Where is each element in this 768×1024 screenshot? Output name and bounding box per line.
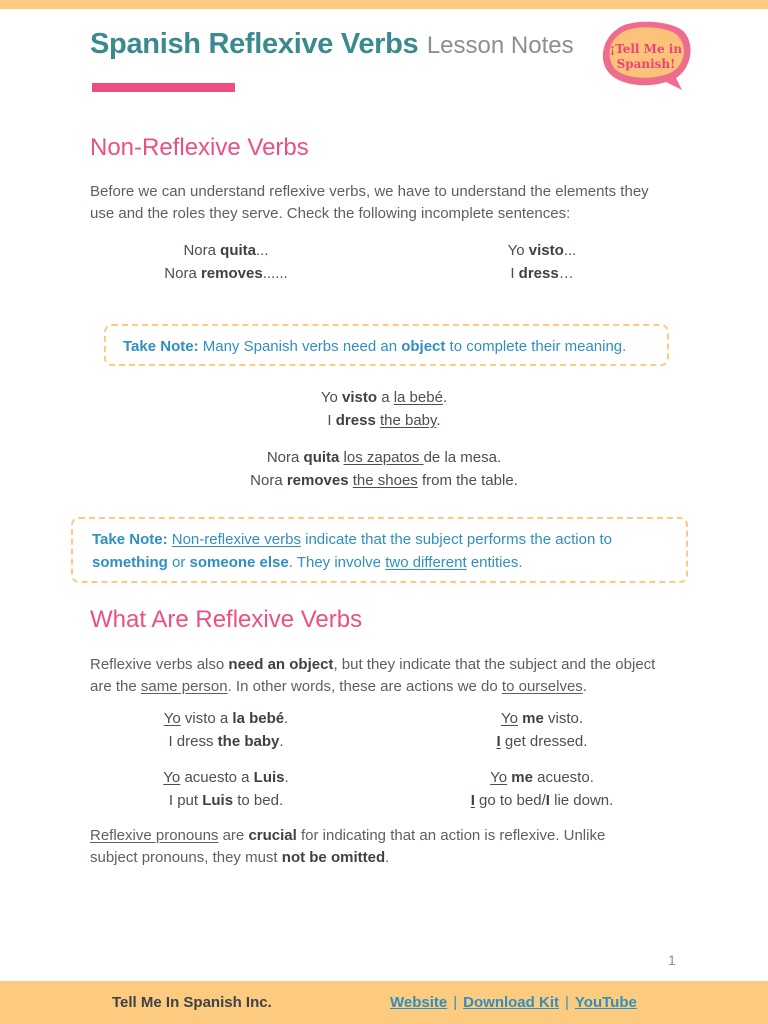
section-title-reflexive: What Are Reflexive Verbs <box>90 606 363 633</box>
title-underline <box>92 83 235 92</box>
intro-paragraph: Before we can understand reflexive verbs, we have to understand the elements they use and the roles they serve. Check the following incomplete sentences: <box>90 183 649 222</box>
pair-left-visto: Yo visto a la bebé. I dress the baby. <box>163 710 289 750</box>
logo-line-2: Spanish! <box>616 57 676 71</box>
download-kit-link[interactable]: Download Kit <box>463 994 559 1011</box>
example-nora-zapatos: Nora quita los zapatos de la mesa. Nora removes the shoes from the table. <box>250 449 518 489</box>
pair-right-me-visto: Yo me visto. I get dressed. <box>496 710 588 750</box>
logo-line-1: ¡Tell Me in <box>609 42 683 56</box>
example-yo-visto: Yo visto... I dress… <box>507 242 577 282</box>
reflexive-pronouns-paragraph: Reflexive pronouns are crucial for indicating that an action is reflexive. Unlike subject pronouns, they must not be omitted. <box>90 827 606 866</box>
footer-company-name: Tell Me In Spanish Inc. <box>112 994 272 1011</box>
footer-separator: | <box>564 994 569 1011</box>
pair-right-me-acuesto: Yo me acuesto. I go to bed/I lie down. <box>470 769 614 809</box>
top-accent-bar <box>0 0 768 9</box>
website-link[interactable]: Website <box>390 994 448 1011</box>
footer-links <box>390 994 637 1011</box>
reflexive-intro-paragraph: Reflexive verbs also need an object, but they indicate that the subject and the object are the same person. In other words, these are actions we do to ourselves. <box>90 656 656 695</box>
page-header <box>90 28 574 61</box>
footer <box>0 981 768 1024</box>
example-nora-quita: Nora quita... Nora removes...... <box>164 242 288 282</box>
section-title-non-reflexive: Non-Reflexive Verbs <box>90 134 309 161</box>
take-note-box-2: Take Note: Non-reflexive verbs indicate that the subject performs the action to something or someone else. They involve two different entities. <box>71 517 688 583</box>
page-subtitle: Lesson Notes <box>426 32 574 59</box>
take-note-box-1: Take Note: Many Spanish verbs need an object to complete their meaning. <box>104 324 669 366</box>
logo-text <box>600 42 692 72</box>
footer-separator: | <box>453 994 458 1011</box>
example-yo-visto-bebe: Yo visto a la bebé. I dress the baby. <box>320 389 448 429</box>
pair-left-acuesto: Yo acuesto a Luis. I put Luis to bed. <box>163 769 289 809</box>
page-number: 1 <box>668 952 676 968</box>
page-title: Spanish Reflexive Verbs <box>90 28 419 60</box>
youtube-link[interactable]: YouTube <box>574 994 637 1011</box>
